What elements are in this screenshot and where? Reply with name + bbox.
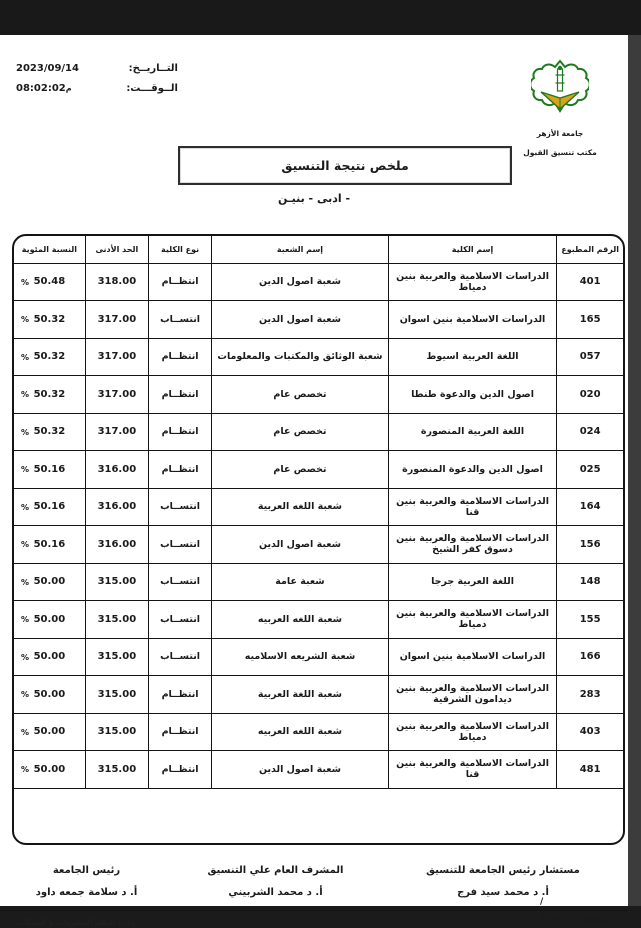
cell-branch-name: شعبة اصول الدين [212, 263, 389, 301]
signature-advisor [378, 865, 628, 898]
cell-minimum: 315.00 [85, 563, 148, 601]
results-table [14, 236, 623, 789]
cell-college-name: الدراسات الاسلامية والعربية بنين ديدامون الشرقية [388, 676, 557, 714]
cell-printed-number: 283 [557, 676, 623, 714]
percent-icon: % [21, 427, 30, 437]
cell-college-type: انتســاب [148, 526, 211, 564]
time-suffix: م [65, 84, 72, 93]
cell-branch-name: تخصص عام [212, 376, 389, 414]
cell-minimum: 317.00 [85, 301, 148, 339]
cell-college-name: الدراسات الاسلامية بنين اسوان [388, 301, 557, 339]
percent-icon: % [21, 277, 30, 287]
unit-name: وحدة النظم المعلومات و الشبكات [16, 918, 137, 928]
header-printed-number: الرقم المطبوع [557, 236, 623, 263]
percentage-value: 50.00 [33, 613, 66, 625]
percent-icon: % [21, 690, 30, 700]
cell-branch-name: شعبة اصول الدين [212, 301, 389, 339]
cell-minimum: 315.00 [85, 713, 148, 751]
header-college-name: إسم الكلية [388, 236, 557, 263]
cell-printed-number: 024 [557, 413, 623, 451]
cell-college-name: اللغة العربية اسيوط [388, 338, 557, 376]
signature-president [0, 865, 173, 898]
table-row [14, 413, 623, 451]
time-row [16, 83, 178, 94]
page-slash-mark: / [540, 897, 544, 907]
cell-college-name: اللغة العربية جرجا [388, 563, 557, 601]
percent-icon: % [21, 727, 30, 737]
cell-percentage [14, 601, 85, 639]
table-row [14, 263, 623, 301]
table-header-row [14, 236, 623, 263]
time-value [16, 83, 72, 94]
cell-percentage [14, 563, 85, 601]
cell-college-type: انتســاب [148, 301, 211, 339]
cell-branch-name: شعبة اللغه العربية [212, 488, 389, 526]
cell-minimum: 317.00 [85, 376, 148, 414]
percent-icon: % [21, 540, 30, 550]
cell-branch-name: شعبة عامة [212, 563, 389, 601]
table-row [14, 338, 623, 376]
viewer-side-strip [628, 35, 641, 906]
table-row [14, 488, 623, 526]
date-value: 2023/09/14 [16, 63, 79, 74]
cell-percentage [14, 676, 85, 714]
percentage-value: 50.32 [33, 426, 66, 438]
cell-minimum: 316.00 [85, 526, 148, 564]
cell-college-name: الدراسات الاسلامية بنين اسوان [388, 638, 557, 676]
percent-icon: % [21, 352, 30, 362]
cell-minimum: 316.00 [85, 488, 148, 526]
date-label: التــاريــخ: [128, 63, 178, 74]
cell-college-type: انتظــام [148, 263, 211, 301]
table-row [14, 676, 623, 714]
cell-college-name: الدراسات الاسلامية والعربية بنين دمياط [388, 601, 557, 639]
header-college-type: نوع الكلية [148, 236, 211, 263]
cell-printed-number: 156 [557, 526, 623, 564]
date-row [16, 63, 178, 74]
cell-printed-number: 481 [557, 751, 623, 789]
cell-college-type: انتســاب [148, 601, 211, 639]
cell-minimum: 318.00 [85, 263, 148, 301]
table-row [14, 376, 623, 414]
cell-branch-name: تخصص عام [212, 413, 389, 451]
cell-printed-number: 025 [557, 451, 623, 489]
cell-minimum: 316.00 [85, 451, 148, 489]
cell-branch-name: شعبة اصول الدين [212, 526, 389, 564]
cell-college-type: انتظــام [148, 376, 211, 414]
table-row [14, 563, 623, 601]
office-name: مكتب تنسيق القبول [523, 148, 597, 157]
percent-icon: % [21, 652, 30, 662]
page-current: 8 [553, 914, 561, 925]
header-branch-name: إسم الشعبة [212, 236, 389, 263]
cell-printed-number: 148 [557, 563, 623, 601]
document-page [0, 35, 628, 928]
table-row [14, 301, 623, 339]
report-title: ملخص نتيجة التنسيق [281, 158, 409, 173]
cell-percentage [14, 451, 85, 489]
percentage-value: 50.00 [33, 726, 66, 738]
cell-percentage [14, 376, 85, 414]
cell-printed-number: 403 [557, 713, 623, 751]
time-digits: 08:02:02 [16, 83, 66, 94]
university-name: جامعة الأزهر [536, 129, 584, 138]
percent-icon: % [21, 390, 30, 400]
cell-percentage [14, 301, 85, 339]
percentage-value: 50.32 [33, 388, 66, 400]
percentage-value: 50.00 [33, 688, 66, 700]
cell-college-type: انتظــام [148, 338, 211, 376]
cell-percentage [14, 413, 85, 451]
cell-printed-number: 020 [557, 376, 623, 414]
results-table-frame [12, 234, 625, 845]
cell-college-type: انتظــام [148, 451, 211, 489]
cell-percentage [14, 638, 85, 676]
cell-percentage [14, 263, 85, 301]
cell-college-name: الدراسات الاسلامية والعربية بنين قنا [388, 488, 557, 526]
cell-printed-number: 401 [557, 263, 623, 301]
cell-college-type: انتظــام [148, 413, 211, 451]
table-row [14, 601, 623, 639]
percentage-value: 50.16 [33, 538, 66, 550]
signature-advisor-title: مستشار رئيس الجامعة للتنسيق [426, 865, 580, 876]
report-subtitle: - ادبى - بنيـن [277, 192, 351, 205]
cell-branch-name: شعبة الوثائق والمكتبات والمعلومات [212, 338, 389, 376]
cell-college-type: انتســاب [148, 563, 211, 601]
table-row [14, 713, 623, 751]
datetime-block [16, 63, 178, 103]
cell-college-name: الدراسات الاسلامية والعربية بنين دمياط [388, 713, 557, 751]
cell-printed-number: 057 [557, 338, 623, 376]
cell-printed-number: 166 [557, 638, 623, 676]
time-label: الــوقـــت: [126, 83, 178, 94]
cell-college-name: اللغة العربية المنصورة [388, 413, 557, 451]
signature-supervisor [173, 865, 378, 898]
cell-percentage [14, 488, 85, 526]
signature-block [0, 865, 628, 898]
signature-supervisor-name: أ. د محمد الشربيني [228, 887, 323, 898]
percent-icon: % [21, 465, 30, 475]
page-number-line [540, 914, 612, 925]
cell-percentage [14, 526, 85, 564]
signature-advisor-name: أ. د محمد سيد فرج [457, 887, 549, 898]
cell-printed-number: 165 [557, 301, 623, 339]
cell-percentage [14, 338, 85, 376]
percentage-value: 50.00 [33, 763, 66, 775]
percent-icon: % [21, 765, 30, 775]
signature-president-name: أ. د سلامة جمعه داود [35, 887, 138, 898]
percentage-value: 50.16 [33, 501, 66, 513]
signature-supervisor-title: المشرف العام علي التنسيق [207, 865, 344, 876]
page-total: 9 [539, 914, 547, 925]
percent-icon: % [21, 502, 30, 512]
report-title-box [178, 146, 512, 185]
percent-icon: % [21, 315, 30, 325]
cell-college-name: الدراسات الاسلامية والعربية بنين دسوق كفر الشيخ [388, 526, 557, 564]
cell-college-type: انتظــام [148, 676, 211, 714]
header-percentage: النسبة المئوية [14, 236, 85, 263]
cell-minimum: 317.00 [85, 413, 148, 451]
cell-college-name: اصول الدين والدعوة المنصورة [388, 451, 557, 489]
university-brand [510, 59, 610, 157]
percentage-value: 50.32 [33, 351, 66, 363]
cell-branch-name: شعبة اصول الدين [212, 751, 389, 789]
cell-printed-number: 164 [557, 488, 623, 526]
cell-minimum: 315.00 [85, 601, 148, 639]
page-label: صفحة: [577, 914, 612, 925]
cell-minimum: 315.00 [85, 638, 148, 676]
table-row [14, 451, 623, 489]
cell-printed-number: 155 [557, 601, 623, 639]
percent-icon: % [21, 577, 30, 587]
table-row [14, 751, 623, 789]
percent-icon: % [21, 615, 30, 625]
cell-college-name: الدراسات الاسلامية والعربية بنين دمياط [388, 263, 557, 301]
percentage-value: 50.00 [33, 651, 66, 663]
al-azhar-logo-icon [531, 59, 589, 121]
cell-college-name: اصول الدين والدعوة طنطا [388, 376, 557, 414]
footer-divider [0, 910, 628, 911]
percentage-value: 50.32 [33, 313, 66, 325]
percentage-value: 50.48 [33, 276, 66, 288]
cell-percentage [14, 713, 85, 751]
cell-branch-name: شعبة اللغة العربية [212, 676, 389, 714]
table-row [14, 526, 623, 564]
cell-minimum: 315.00 [85, 676, 148, 714]
percentage-value: 50.16 [33, 463, 66, 475]
signature-president-title: رئيس الجامعة [52, 865, 121, 876]
viewer-top-bar [0, 0, 641, 35]
cell-college-type: انتظــام [148, 751, 211, 789]
cell-branch-name: شعبة اللغه العربيه [212, 601, 389, 639]
cell-minimum: 315.00 [85, 751, 148, 789]
cell-college-name: الدراسات الاسلامية والعربية بنين قنا [388, 751, 557, 789]
percentage-value: 50.00 [33, 576, 66, 588]
table-row [14, 638, 623, 676]
cell-college-type: انتظــام [148, 713, 211, 751]
cell-college-type: انتســاب [148, 638, 211, 676]
header-minimum: الحد الأدنى [85, 236, 148, 263]
cell-branch-name: شعبة الشريعه الاسلاميه [212, 638, 389, 676]
cell-branch-name: تخصص عام [212, 451, 389, 489]
cell-college-type: انتســاب [148, 488, 211, 526]
cell-percentage [14, 751, 85, 789]
cell-branch-name: شعبة اللغه العربيه [212, 713, 389, 751]
cell-minimum: 317.00 [85, 338, 148, 376]
